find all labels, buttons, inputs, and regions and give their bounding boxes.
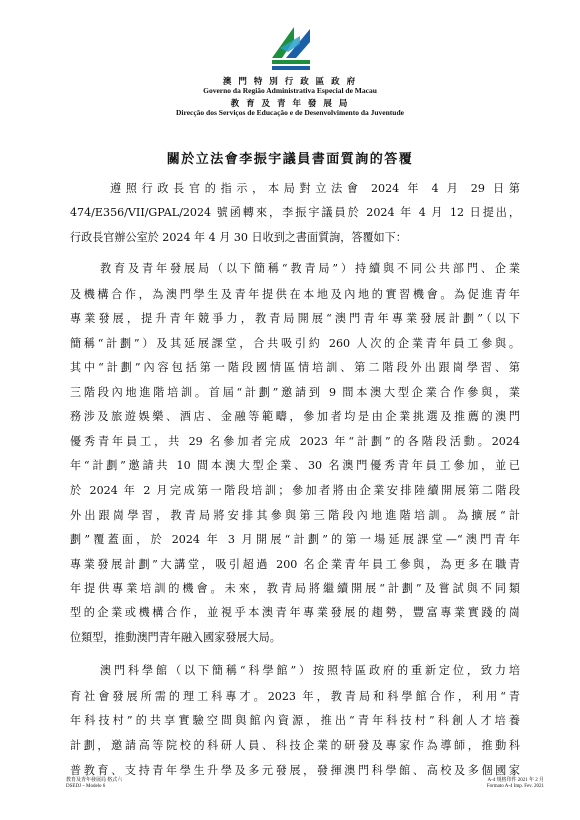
body-line: 優秀青年員工，共 29 名參加者完成 2023 年“計劃”的各階段活動。2024 [70,435,520,448]
government-name-zh: 澳 門 特 別 行 政 區 政 府 [222,77,358,87]
body-line: 年科技村”的共享實驗空間與館內資源，推出“青年科技村”科創人才培養 [70,714,520,727]
body-line: 位類型，推動澳門青年融入國家發展大局。 [70,631,281,644]
body-line: 普教育、支持青年學生升學及多元發展，發揮澳門科學館、高校及多個國家 [70,764,520,777]
body-line: 劃”覆蓋面，於 2024 年 3 月開展“計劃”的第一場延展課堂—“澳門青年 [70,533,520,546]
body-line: 行政長官辦公室於 2024 年 4 月 30 日收到之書面質詢，答覆如下： [70,231,407,244]
body-line: 其中“計劃”內容包括第一階段國情區情培訓、第二階段外出跟崗學習、第 [70,361,520,374]
body-line: 簡稱“計劃”）及其延展課堂，合共吸引約 260 人次的企業青年員工參與。 [70,337,520,350]
footer-right-zh: A-4 規格印件 2021 年 2 月 [487,778,544,783]
body-line: 育社會發展所需的理工科專才。2023 年，教青局和科學館合作，利用“青 [70,690,520,703]
bureau-name-pt: Direcção dos Serviços de Educação e de Desenvolvimento da Juventude [176,108,404,117]
footer-left-zh: 教育及青年發展局 格式六 [66,778,123,783]
body-line: 務涉及旅遊娛樂、酒店、金融等範疇，參加者均是由企業挑選及推薦的澳門 [70,410,520,423]
footer-right-pt: Formato A-4 Imp. Fev. 2021 [486,784,544,789]
body-line: 計劃，邀請高等院校的科研人員、科技企業的研發及專家作為導師，推動科 [70,739,520,752]
body-line: 外出跟崗學習，教青局將安排其參與第三階段內地進階培訓。為擴展“計 [70,509,520,522]
body-line: 遵照行政長官的指示，本局對立法會 2024 年 4 月 29 日第 [110,182,520,195]
bureau-name-zh: 教 育 及 青 年 發 展 局 [230,99,350,109]
government-name-pt: Governo da Região Administrativa Especial de Macau [203,86,377,95]
body-line: 於 2024 年 2 月完成第一階段培訓；參加者將由企業安排陸續開展第二階段 [70,484,520,497]
body-line: 474/E356/VII/GPAL/2024 號函轉來，李振宇議員於 2024 年 4 月 12 日提出， [70,206,520,219]
body-line: 及機構合作，為澳門學生及青年提供在本地及內地的實習機會。為促進青年 [70,288,520,301]
body-line: 三階段內地進階培訓。首屆“計劃”邀請到 9 間本澳大型企業合作參與，業 [70,386,520,399]
body-line: 專業發展計劃”大講堂，吸引超過 200 名企業青年員工參與，為更多在職青 [70,558,520,571]
body-line: 年提供專業培訓的機會。未來，教青局將繼續開展“計劃”及嘗試與不同類 [70,582,520,595]
macau-sar-emblem-icon [260,22,320,74]
body-line: 教育及青年發展局（以下簡稱“教青局”）持續與不同公共部門、企業 [100,262,520,275]
body-line: 型的企業或機構合作，並視乎本澳青年專業發展的趨勢，豐富專業實踐的崗 [70,606,520,619]
body-line: 澳門科學館（以下簡稱“科學館”）按照特區政府的重新定位，致力培 [100,664,520,677]
body-line: 年“計劃”邀請共 10 間本澳大型企業、30 名澳門優秀青年員工參加，並已 [70,459,520,472]
document-title: 關於立法會李振宇議員書面質詢的答覆 [166,152,414,167]
body-line: 專業發展，提升青年競爭力，教青局開展“澳門青年專業發展計劃”（以下 [70,312,520,325]
footer-left-pt: DSEDJ – Modelo 6 [66,784,106,789]
